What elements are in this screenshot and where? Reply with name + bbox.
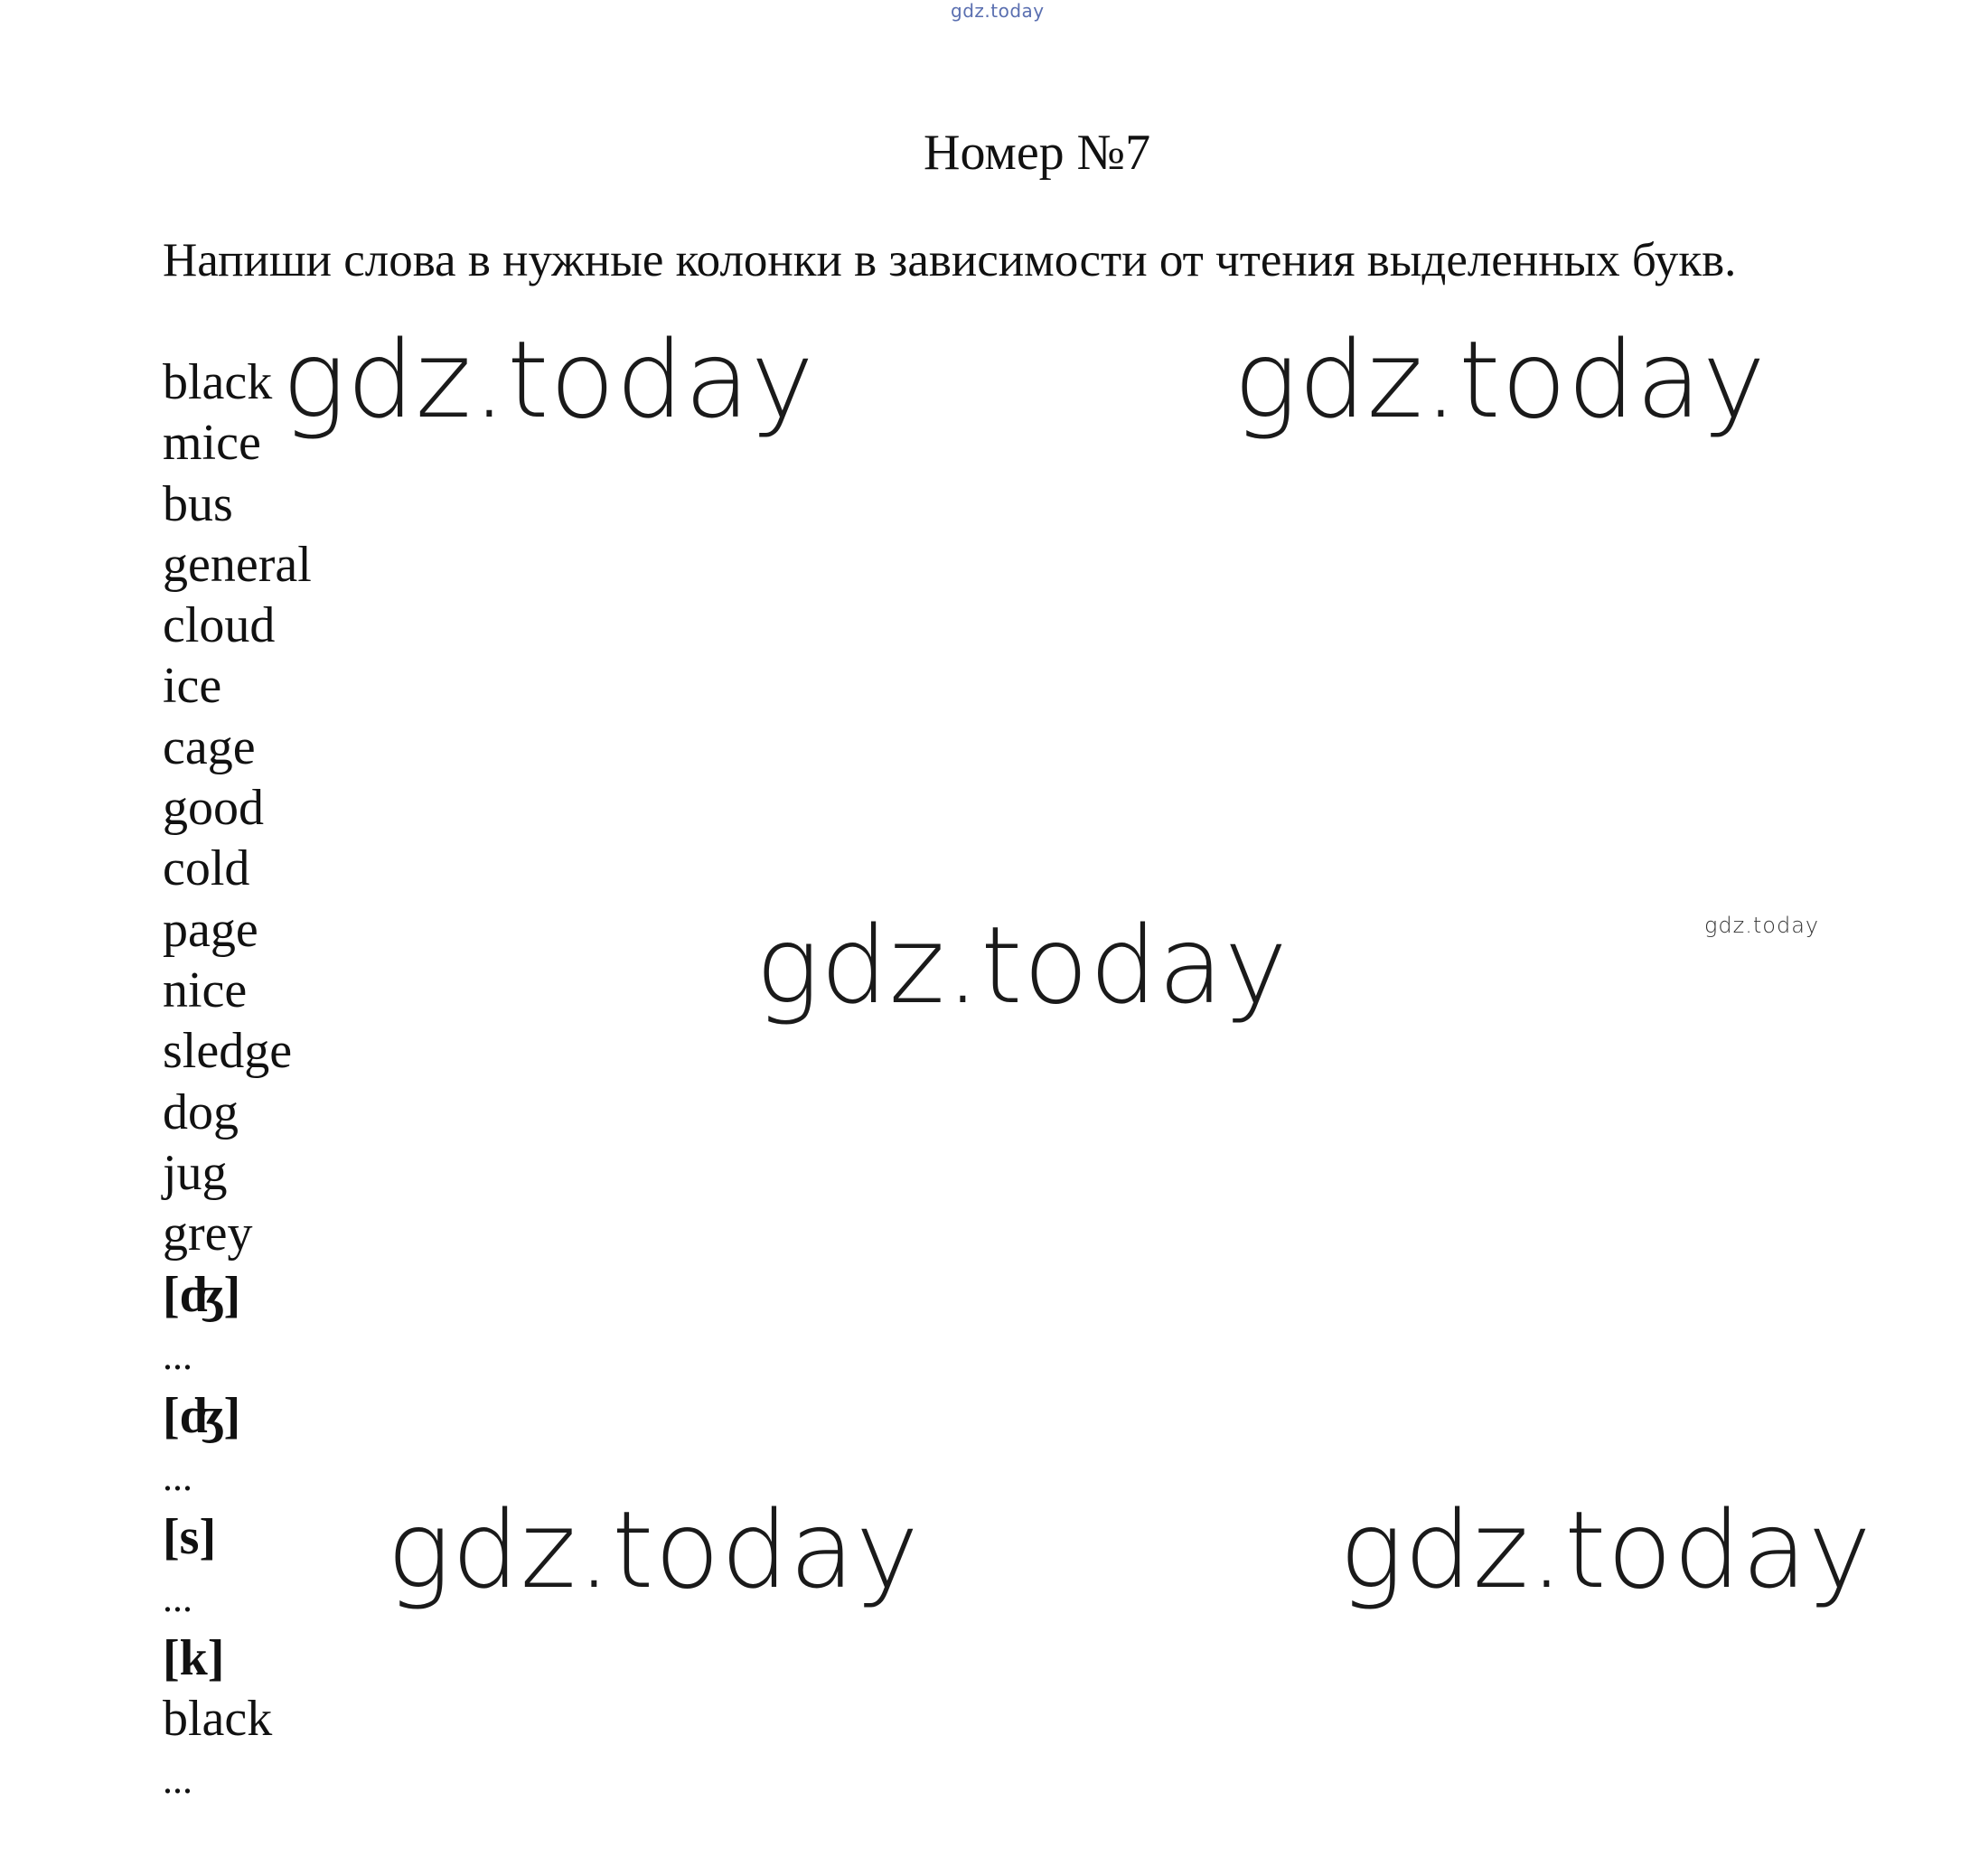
list-item: mice	[163, 415, 261, 472]
watermark-bottom-left: gdz.today	[387, 1487, 920, 1612]
task-instruction: Напиши слова в нужные колонки в зависимости от чтения выделенных букв.	[163, 234, 1737, 286]
watermark-top-right: gdz.today	[1234, 317, 1767, 442]
list-item: ice	[163, 658, 222, 715]
list-item: page	[163, 901, 258, 958]
word-list	[163, 352, 312, 1264]
list-item: black	[163, 354, 273, 410]
sound-label-s: [s]	[163, 1509, 217, 1565]
sound-label-dzh-1: [ʤ]	[163, 1267, 241, 1323]
page-title: Номер №7	[924, 125, 1151, 181]
watermark-bottom-right: gdz.today	[1339, 1487, 1872, 1612]
answer-word: black	[163, 1691, 273, 1747]
sound-label-k: [k]	[163, 1630, 225, 1686]
list-item: dog	[163, 1083, 239, 1140]
list-item: cloud	[163, 597, 276, 654]
top-watermark: gdz.today	[951, 0, 1045, 22]
list-item: cold	[163, 840, 250, 897]
list-item: general	[163, 536, 312, 593]
watermark-small-right: gdz.today	[1704, 913, 1820, 938]
answer-placeholder: ...	[163, 1455, 192, 1499]
answer-placeholder: ...	[163, 1334, 192, 1378]
list-item: good	[163, 780, 264, 837]
watermark-center: gdz.today	[755, 903, 1289, 1027]
list-item: cage	[163, 718, 256, 775]
list-item: grey	[163, 1205, 253, 1262]
list-item: bus	[163, 475, 233, 532]
answer-columns	[163, 1265, 272, 1810]
list-item: sledge	[163, 1023, 293, 1080]
list-item: nice	[163, 961, 248, 1018]
list-item: jug	[163, 1144, 228, 1201]
answer-placeholder: ...	[163, 1758, 192, 1802]
answer-placeholder: ...	[163, 1576, 192, 1620]
sound-label-dzh-2: [ʤ]	[163, 1388, 241, 1444]
watermark-top-left: gdz.today	[282, 317, 815, 442]
